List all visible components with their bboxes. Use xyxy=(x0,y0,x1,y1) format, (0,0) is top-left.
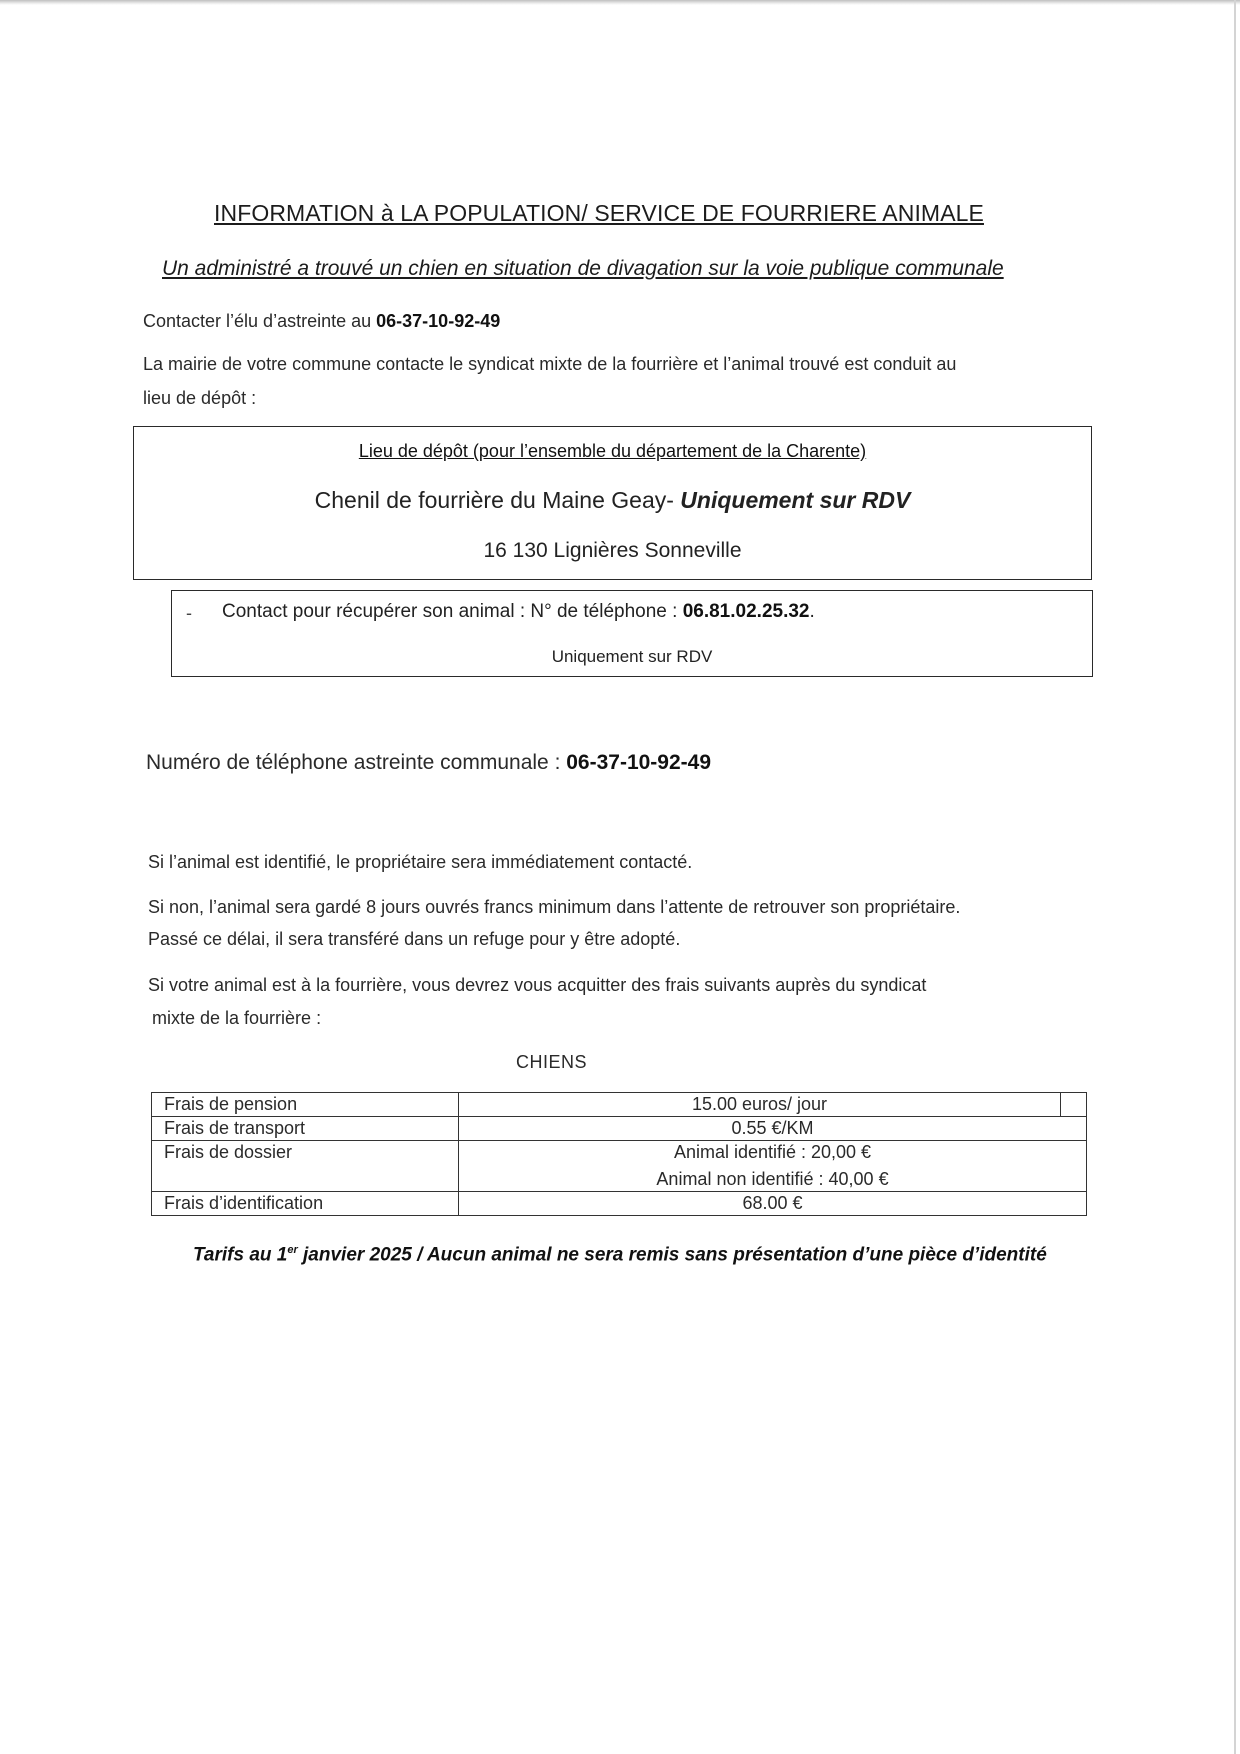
scan-edge-right xyxy=(1234,0,1236,1754)
fee-value: 0.55 €/KM xyxy=(459,1117,1087,1141)
contact-elu-text: Contacter l’élu d’astreinte au xyxy=(143,311,377,331)
recuperation-rdv: Uniquement sur RDV xyxy=(551,647,713,666)
fee-value-identified: Animal identifié : 20,00 € xyxy=(673,1142,872,1162)
recuperation-box xyxy=(171,590,1093,677)
fees-table xyxy=(151,1092,1087,1216)
depot-name: Chenil de fourrière du Maine Geay- xyxy=(314,487,681,513)
footer-sup: er xyxy=(287,1244,298,1256)
fee-value-not-identified: Animal non identifié : 40,00 € xyxy=(656,1169,889,1189)
table-row xyxy=(152,1117,1087,1141)
document-title: INFORMATION à LA POPULATION/ SERVICE DE FOURRIERE ANIMALE xyxy=(214,200,984,226)
not-identified-line-2: Passé ce délai, il sera transféré dans un refuge pour y être adopté. xyxy=(148,929,681,949)
recuperation-phone: 06.81.02.25.32 xyxy=(682,601,810,622)
mairie-line-2: lieu de dépôt : xyxy=(143,388,257,408)
list-bullet: - xyxy=(186,603,192,623)
fees-intro-line-1: Si votre animal est à la fourrière, vous devrez vous acquitter des frais suivants auprès du syndicat xyxy=(148,975,927,995)
astreinte-line xyxy=(146,751,711,775)
identified-line: Si l’animal est identifié, le propriétaire sera immédiatement contacté. xyxy=(148,852,693,872)
table-cell-empty xyxy=(1061,1093,1087,1117)
table-row xyxy=(152,1141,1087,1192)
table-row xyxy=(152,1192,1087,1216)
table-heading: CHIENS xyxy=(516,1052,588,1072)
recuperation-contact-line xyxy=(222,601,815,623)
fees-intro-line-2: mixte de la fourrière : xyxy=(152,1008,322,1028)
footer-note xyxy=(193,1244,1047,1266)
mairie-line-1: La mairie de votre commune contacte le syndicat mixte de la fourrière et l’animal trouvé est conduit au xyxy=(143,354,957,374)
scan-edge-top xyxy=(0,0,1240,5)
astreinte-phone: 06-37-10-92-49 xyxy=(566,751,712,774)
depot-rdv-emphasis: Uniquement sur RDV xyxy=(680,487,911,513)
fee-value: 68.00 € xyxy=(459,1192,1087,1216)
not-identified-line-1: Si non, l’animal sera gardé 8 jours ouvrés francs minimum dans l’attente de retrouver son propriétaire. xyxy=(148,897,961,917)
depot-box xyxy=(133,426,1092,580)
depot-address: 16 130 Lignières Sonneville xyxy=(483,539,742,562)
footer-suffix: janvier 2025 / Aucun animal ne sera remis sans présentation d’une pièce d’identité xyxy=(297,1244,1047,1266)
fee-label: Frais de pension xyxy=(152,1093,459,1117)
fee-label: Frais de dossier xyxy=(152,1141,459,1192)
recuperation-phone-suffix: . xyxy=(809,601,815,622)
fee-label: Frais d’identification xyxy=(152,1192,459,1216)
contact-elu-phone: 06-37-10-92-49 xyxy=(376,311,501,331)
depot-name-line xyxy=(134,487,1091,514)
fee-label: Frais de transport xyxy=(152,1117,459,1141)
fee-value: 15.00 euros/ jour xyxy=(459,1093,1061,1117)
depot-header: Lieu de dépôt (pour l’ensemble du département de la Charente) xyxy=(358,441,867,461)
footer-prefix: Tarifs au 1 xyxy=(193,1244,288,1266)
table-row xyxy=(152,1093,1087,1117)
fee-value-multi xyxy=(459,1141,1087,1192)
recuperation-text: Contact pour récupérer son animal : N° de téléphone : xyxy=(222,601,683,622)
document-subtitle: Un administré a trouvé un chien en situation de divagation sur la voie publique communale xyxy=(162,257,1004,280)
contact-elu-line xyxy=(143,311,500,332)
astreinte-text: Numéro de téléphone astreinte communale : xyxy=(146,751,567,774)
